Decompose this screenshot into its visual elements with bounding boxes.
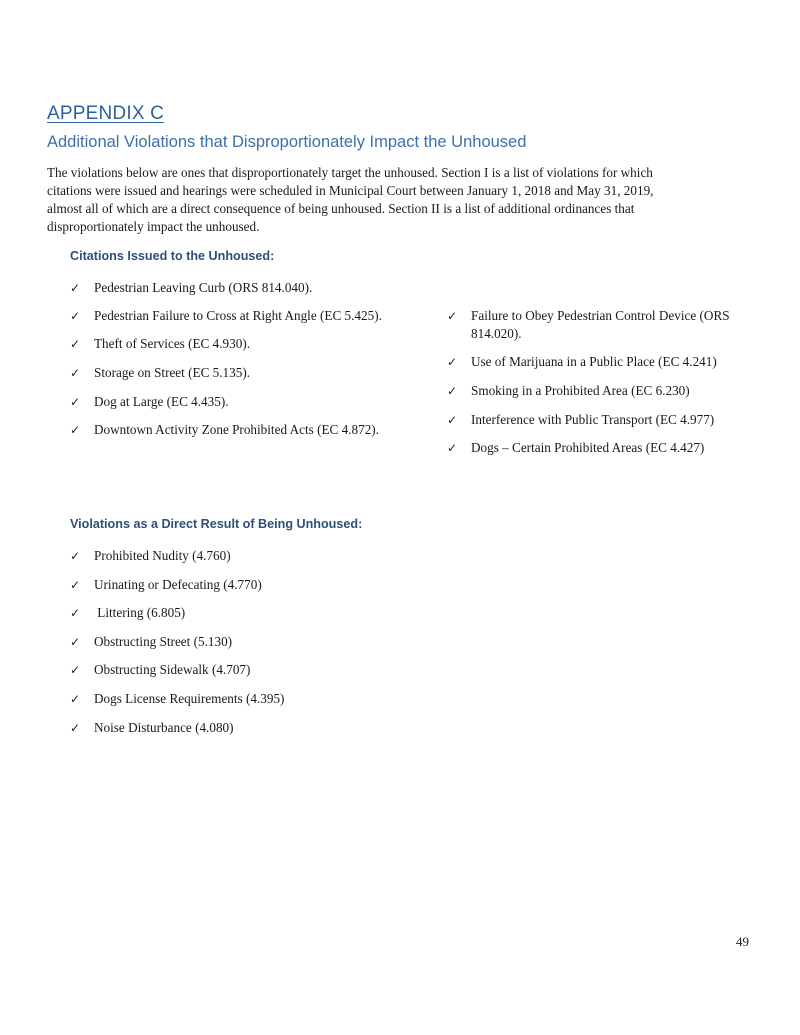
appendix-subtitle: Additional Violations that Disproportionately Impact the Unhoused	[47, 133, 527, 151]
checkmark-icon: ✓	[70, 423, 81, 437]
list-item-text: Littering (6.805)	[94, 605, 186, 621]
list-item	[70, 633, 470, 651]
checkmark-icon: ✓	[447, 441, 458, 455]
list-item	[70, 279, 390, 297]
list-item-text: Dogs License Requirements (4.395)	[94, 690, 285, 706]
checkmark-icon: ✓	[70, 577, 81, 592]
list-item-text: Failure to Obey Pedestrian Control Device (ORS 814.020).	[471, 308, 730, 341]
checkmark-icon: ✓	[70, 549, 81, 563]
list-item	[447, 411, 767, 429]
checkmark-icon: ✓	[70, 691, 81, 706]
list-item	[447, 382, 767, 400]
checkmark-icon: ✓	[70, 281, 81, 295]
list-item	[447, 307, 767, 343]
list-item	[70, 393, 390, 411]
list-item-text: Use of Marijuana in a Public Place (EC 4.241)	[471, 354, 717, 369]
checkmark-icon: ✓	[70, 663, 81, 678]
checkmark-icon: ✓	[447, 384, 458, 398]
checkmark-icon: ✓	[447, 413, 458, 427]
checkmark-icon: ✓	[70, 634, 81, 649]
checkmark-icon: ✓	[70, 720, 81, 735]
list-item-text: Noise Disturbance (4.080)	[94, 719, 234, 735]
checkmark-icon: ✓	[70, 606, 81, 621]
list-item-text: Obstructing Sidewalk (4.707)	[94, 662, 251, 678]
list-item	[447, 353, 767, 371]
intro-text: The violations below are ones that disproportionately target the unhoused. Section I is a list of violations for which citations were issued and hearings were scheduled in Municipal Court between January 1, 2018 and May 31, 2019, almost all of which are a direct consequence of being unhoused. Section II is a list of additional ordinances that disproportionately impact the unhoused.	[47, 165, 654, 234]
list-item-text: Pedestrian Leaving Curb (ORS 814.040).	[94, 280, 313, 295]
list-item-text: Dog at Large (EC 4.435).	[94, 394, 229, 409]
appendix-title: APPENDIX C	[47, 103, 165, 124]
list-item-text: Pedestrian Failure to Cross at Right Angle (EC 5.425).	[94, 308, 382, 323]
list-item-text: Urinating or Defecating (4.770)	[94, 576, 262, 592]
citations-first-list	[70, 279, 390, 307]
checkmark-icon: ✓	[70, 395, 81, 409]
intro-paragraph	[47, 164, 687, 236]
checkmark-icon: ✓	[70, 337, 81, 351]
checkmark-icon: ✓	[447, 309, 458, 323]
checkmark-icon: ✓	[447, 355, 458, 369]
list-item	[70, 690, 470, 708]
list-item	[70, 364, 390, 382]
list-item	[70, 335, 390, 353]
list-item-text: Downtown Activity Zone Prohibited Acts (EC 4.872).	[94, 422, 379, 437]
citations-section-title: Citations Issued to the Unhoused:	[70, 249, 275, 263]
list-item-text: Smoking in a Prohibited Area (EC 6.230)	[471, 383, 690, 398]
list-item	[70, 421, 390, 439]
checkmark-icon: ✓	[70, 366, 81, 380]
list-item	[70, 307, 390, 325]
list-item-text: Storage on Street (EC 5.135).	[94, 365, 251, 380]
list-item	[70, 719, 470, 737]
list-item	[70, 576, 470, 594]
violations-section-title: Violations as a Direct Result of Being Unhoused:	[70, 517, 363, 531]
citations-left-column	[70, 307, 390, 439]
list-item	[447, 439, 767, 457]
list-item-text: Interference with Public Transport (EC 4.977)	[471, 412, 715, 427]
violations-list	[70, 547, 470, 737]
checkmark-icon: ✓	[70, 309, 81, 323]
list-item-text: Prohibited Nudity (4.760)	[94, 548, 231, 563]
page-number: 49	[736, 934, 749, 949]
list-item	[70, 661, 470, 679]
list-item-text: Theft of Services (EC 4.930).	[94, 336, 251, 351]
list-item	[70, 547, 470, 565]
citations-right-column	[447, 307, 767, 457]
list-item	[70, 604, 470, 622]
list-item-text: Dogs – Certain Prohibited Areas (EC 4.427)	[471, 440, 705, 455]
list-item-text: Obstructing Street (5.130)	[94, 633, 233, 649]
